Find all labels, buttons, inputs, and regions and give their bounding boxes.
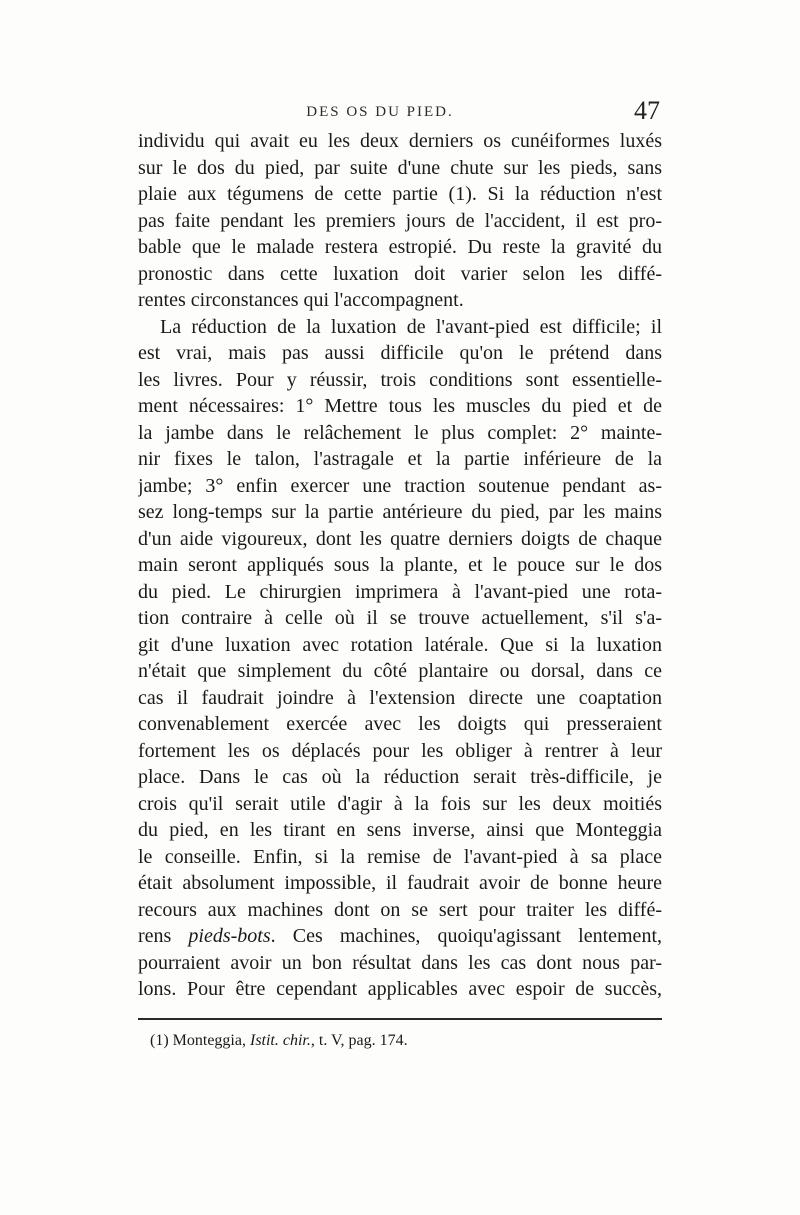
text-line: du pied, en les tirant en sens inverse, ainsi que Monteggia bbox=[138, 819, 662, 841]
text-line: était absolument impossible, il faudrait avoir de bonne heure bbox=[138, 872, 662, 894]
text-line: tion contraire à celle où il se trouve actuellement, s'il s'a- bbox=[138, 607, 662, 629]
text-line: est vrai, mais pas aussi difficile qu'on le prétend dans bbox=[138, 342, 662, 364]
text-line: fortement les os déplacés pour les obliger à rentrer à leur bbox=[138, 739, 662, 762]
text-line: nir fixes le talon, l'astragale et la partie inférieure de la bbox=[138, 448, 662, 470]
text-line: pourraient avoir un bon résultat dans les cas dont nous par- bbox=[138, 951, 662, 974]
text-line: convenablement exercée avec les doigts qui presseraient bbox=[138, 713, 662, 735]
footnote-divider bbox=[138, 1018, 662, 1020]
footnote-work: Istit. chir. bbox=[249, 1032, 311, 1049]
text-line: sur le dos du pied, par suite d'une chute sur les pieds, sans bbox=[138, 156, 662, 179]
text-line: du pied. Le chirurgien imprimera à l'avant-pied une rota- bbox=[138, 580, 662, 603]
text-line: cas il faudrait joindre à l'extension directe une coaptation bbox=[138, 686, 662, 709]
text-line: bable que le malade restera estropié. Du reste la gravité du bbox=[138, 236, 662, 258]
footnote-author: Monteggia, bbox=[172, 1032, 246, 1049]
text-line: pronostic dans cette luxation doit varier selon les diffé- bbox=[138, 262, 662, 285]
emphasis: pieds-bots bbox=[188, 925, 271, 947]
text-line: La réduction de la luxation de l'avant-pied est difficile; il bbox=[160, 315, 662, 338]
text-line: crois qu'il serait utile d'agir à la fois sur les deux moitiés bbox=[138, 792, 662, 815]
text-line: n'était que simplement du côté plantaire ou dorsal, dans ce bbox=[138, 660, 662, 682]
text-line: lons. Pour être cependant applicables avec espoir de succès, bbox=[138, 978, 662, 1000]
text-line: plaie aux tégumens de cette partie (1). Si la réduction n'est bbox=[138, 183, 662, 205]
text-line: la jambe dans le relâchement le plus complet: 2° mainte- bbox=[138, 421, 662, 444]
text-line: place. Dans le cas où la réduction serait très-difficile, je bbox=[138, 766, 662, 788]
text-line: jambe; 3° enfin exercer une traction soutenue pendant as- bbox=[138, 474, 662, 497]
text-line: ment nécessaires: 1° Mettre tous les muscles du pied et de bbox=[138, 395, 662, 417]
footnote-reference: , t. V, pag. 174. bbox=[310, 1032, 408, 1049]
text-line: rens pieds-bots. Ces machines, quoiqu'agissant lentement, bbox=[138, 925, 662, 947]
text-line: individu qui avait eu les deux derniers os cunéiformes luxés bbox=[138, 130, 662, 152]
text-line: sez long-temps sur la partie antérieure du pied, par les mains bbox=[138, 501, 662, 523]
text-line: pas faite pendant les premiers jours de l'accident, il est pro- bbox=[138, 209, 662, 232]
text-line: les livres. Pour y réussir, trois conditions sont essentielle- bbox=[138, 368, 662, 391]
text-line: le conseille. Enfin, si la remise de l'avant-pied à sa place bbox=[138, 845, 662, 868]
running-title: DES OS DU PIED. bbox=[306, 104, 454, 120]
text-line: rentes circonstances qui l'accompagnent. bbox=[138, 289, 464, 311]
page-number: 47 bbox=[634, 96, 660, 125]
running-head bbox=[140, 96, 660, 132]
footnote-marker: (1) bbox=[150, 1032, 169, 1049]
body-text bbox=[138, 128, 662, 1003]
text-line: d'un aide vigoureux, dont les quatre derniers doigts de chaque bbox=[138, 527, 662, 550]
text-line: main seront appliqués sous la plante, et le pouce sur le dos bbox=[138, 554, 662, 576]
text-line: git d'une luxation avec rotation latérale. Que si la luxation bbox=[138, 633, 662, 656]
footnote bbox=[150, 1030, 650, 1052]
text-line: recours aux machines dont on se sert pour traiter les diffé- bbox=[138, 898, 662, 921]
